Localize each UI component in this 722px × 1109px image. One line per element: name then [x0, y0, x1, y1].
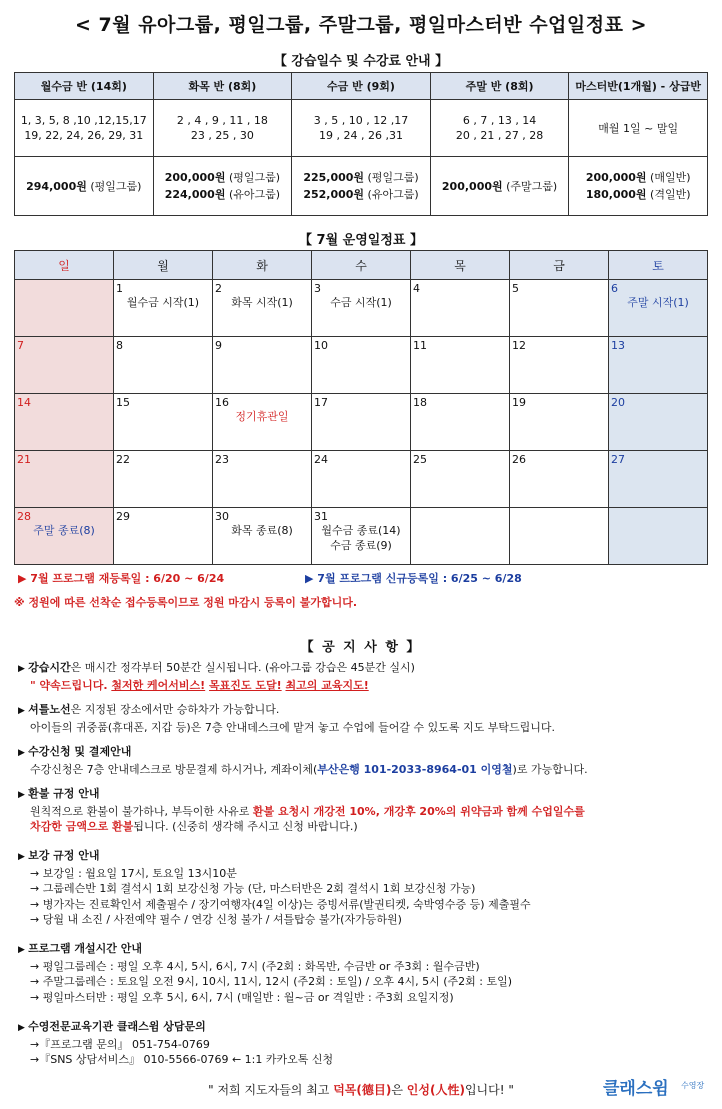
weekday-header: 월 — [114, 251, 213, 280]
fee-price-line — [156, 186, 290, 203]
day-number: 3 — [314, 282, 321, 295]
notice-payment — [18, 744, 708, 777]
fee-date-line: 매월 1일 ~ 말일 — [598, 121, 679, 135]
calendar-day — [114, 508, 213, 565]
calendar-day — [312, 337, 411, 394]
fee-group-note: (평일그룹) — [86, 179, 142, 193]
new-registration-dates: 6/25 ~ 6/28 — [450, 572, 522, 585]
fee-price-line — [17, 178, 151, 195]
fee-date-line: 20 , 21 , 27 , 28 — [455, 129, 544, 142]
calendar-day — [15, 280, 114, 337]
calendar-day — [510, 337, 609, 394]
notice-heading: ▶ 수영전문교육기관 클래스윔 상담문의 — [18, 1019, 708, 1037]
fee-group-note: (평일그룹) — [364, 171, 419, 184]
day-number: 20 — [611, 396, 625, 409]
day-number: 8 — [116, 339, 123, 352]
notice-shuttle — [18, 702, 708, 735]
fee-price-cell — [430, 157, 569, 216]
weekday-header: 금 — [510, 251, 609, 280]
character-highlight: 인성(人性) — [406, 1083, 465, 1097]
day-number: 15 — [116, 396, 130, 409]
calendar-day — [411, 280, 510, 337]
calendar-day — [609, 508, 708, 565]
fee-dates-cell — [292, 100, 431, 157]
fee-header: 화목 반 (8회) — [153, 73, 292, 100]
notice-contact — [18, 1019, 708, 1068]
calendar-day — [609, 337, 708, 394]
calendar-day — [15, 337, 114, 394]
calendar-day — [15, 451, 114, 508]
calendar-day — [312, 394, 411, 451]
calendar-day — [15, 394, 114, 451]
notice-title: 【 공 지 사 항 】 — [300, 640, 422, 655]
text-part: " 저희 지도자들의 최고 — [208, 1083, 334, 1097]
slogan-part: " 약속드립니다. — [30, 678, 112, 692]
fee-table — [14, 72, 708, 216]
calendar-day — [312, 508, 411, 565]
calendar-day — [15, 508, 114, 565]
day-number: 30 — [215, 510, 229, 523]
calendar-day — [213, 508, 312, 565]
re-registration-label: ▶ 7월 프로그램 재등록일 : — [18, 572, 154, 585]
fee-group-note: (주말그룹) — [502, 179, 558, 193]
fee-dates-cell — [15, 100, 154, 157]
notice-line: → 보강일 : 월요일 17시, 토요일 13시10분 — [30, 866, 237, 880]
calendar-day — [609, 451, 708, 508]
day-number: 4 — [413, 282, 420, 295]
fee-amount: 180,000원 — [585, 188, 647, 201]
fee-price-line — [294, 169, 428, 186]
fee-price-cell — [153, 157, 292, 216]
day-number: 27 — [611, 453, 625, 466]
calendar-day — [411, 508, 510, 565]
fee-amount: 200,000원 — [164, 171, 226, 184]
text-part: 은 — [391, 1083, 407, 1097]
notice-makeup — [18, 848, 708, 928]
calendar-week — [15, 394, 708, 451]
re-registration — [18, 570, 224, 586]
calendar — [14, 250, 708, 565]
calendar-day — [114, 280, 213, 337]
fee-group-note: (유아그룹) — [364, 188, 419, 201]
text-part: 됩니다. (신중히 생각해 주시고 신청 바랍니다.) — [133, 820, 358, 833]
day-number: 14 — [17, 396, 31, 409]
notice-line: → 평일마스터반 : 평일 오후 5시, 6시, 7시 (매일반 : 월~금 or 격일반 : 주3회 요일지정) — [30, 990, 454, 1004]
calendar-event: 월수금 종료(14) — [321, 524, 401, 537]
day-number: 29 — [116, 510, 130, 523]
notice-text — [18, 819, 708, 835]
fee-price-line — [571, 169, 705, 186]
notice-line: →『프로그램 문의』 051-754-0769 — [30, 1037, 210, 1051]
fee-date-line: 1, 3, 5, 8 ,10 ,12,15,17 — [20, 114, 147, 127]
notice-line: → 평일그룹레슨 : 평일 오후 4시, 5시, 6시, 7시 (주2회 : 화목반, 수금반 or 주3회 : 월수금반) — [30, 959, 480, 973]
calendar-week — [15, 337, 708, 394]
fee-section-title: 【 강습일수 및 수강료 안내 】 — [273, 54, 449, 69]
calendar-event: 화목 시작(1) — [231, 296, 293, 309]
calendar-day — [114, 394, 213, 451]
notice-line: → 주말그룹레슨 : 토요일 오전 9시, 10시, 11시, 12시 (주2회 : 토일) / 오후 4시, 5시 (주2회 : 토일) — [30, 975, 513, 988]
calendar-event: 주말 종료(8) — [33, 524, 95, 537]
slogan — [18, 678, 708, 694]
day-number: 24 — [314, 453, 328, 466]
fee-header: 수금 반 (9회) — [292, 73, 431, 100]
new-registration — [305, 570, 522, 586]
new-registration-label: ▶ 7월 프로그램 신규등록일 : — [305, 572, 451, 585]
notice-heading: ▶ 보강 규정 안내 — [18, 848, 708, 866]
calendar-day — [510, 508, 609, 565]
fee-amount: 225,000원 — [303, 171, 365, 184]
slogan-part: 철저한 케어서비스! — [111, 678, 206, 692]
calendar-day — [312, 451, 411, 508]
notice-line: → 병가자는 진료확인서 제출필수 / 장기여행자(4일 이상)는 증빙서류(발권티켓, 숙박영수증 등) 제출필수 — [30, 897, 531, 911]
calendar-day — [213, 451, 312, 508]
fee-amount: 252,000원 — [303, 188, 365, 201]
fee-group-note: (유아그룹) — [225, 188, 281, 201]
weekday-header: 일 — [15, 251, 114, 280]
brand-logo — [603, 1074, 711, 1104]
calendar-event: 정기휴관일 — [235, 410, 289, 423]
notice-line: →『SNS 상담서비스』 010-5566-0769 ← 1:1 카카오톡 신청 — [30, 1053, 334, 1066]
notice-heading: ▶ 셔틀노선 — [18, 703, 71, 716]
fee-header: 마스터반(1개월) - 상급반 — [569, 73, 708, 100]
calendar-day — [411, 337, 510, 394]
day-number: 25 — [413, 453, 427, 466]
day-number: 19 — [512, 396, 526, 409]
calendar-event: 월수금 시작(1) — [126, 296, 200, 309]
fee-date-line: 6 , 7 , 13 , 14 — [462, 114, 537, 127]
day-number: 18 — [413, 396, 427, 409]
calendar-day — [510, 394, 609, 451]
day-number: 31 — [314, 510, 328, 523]
text-part: 원칙적으로 환불이 불가하나, 부득이한 사유로 — [30, 804, 253, 818]
fee-dates-cell — [569, 100, 708, 157]
day-number: 22 — [116, 453, 130, 466]
day-number: 10 — [314, 339, 328, 352]
notice-heading: ▶ 강습시간 — [18, 661, 71, 674]
calendar-event: 수금 시작(1) — [330, 296, 392, 309]
calendar-event: 화목 종료(8) — [231, 524, 293, 537]
fee-amount: 200,000원 — [585, 171, 647, 184]
fee-header: 월수금 반 (14회) — [15, 73, 154, 100]
day-number: 11 — [413, 339, 427, 352]
fee-date-line: 3 , 5 , 10 , 12 ,17 — [313, 114, 409, 127]
refund-penalty: 차감한 금액으로 환불 — [30, 820, 134, 833]
notice-text: 은 지정된 장소에서만 승하차가 가능합니다. — [70, 703, 280, 716]
slogan-part: 최고의 교육지도! — [285, 678, 369, 692]
notice-line: → 당월 내 소진 / 사전예약 필수 / 연강 신청 불가 / 셔틀탑승 불가(자가등하원) — [30, 913, 402, 926]
refund-penalty: 환불 요청시 개강전 10%, 개강후 20%의 위약금과 함께 수업일수를 — [252, 804, 585, 818]
fee-price-cell — [15, 157, 154, 216]
notice-refund — [18, 786, 708, 835]
day-number: 7 — [17, 339, 24, 352]
fee-dates-cell — [153, 100, 292, 157]
calendar-day — [510, 280, 609, 337]
day-number: 23 — [215, 453, 229, 466]
day-number: 1 — [116, 282, 123, 295]
calendar-day — [510, 451, 609, 508]
calendar-day — [213, 337, 312, 394]
calendar-week — [15, 451, 708, 508]
day-number: 17 — [314, 396, 328, 409]
day-number: 13 — [611, 339, 625, 352]
fee-date-line: 19 , 24 , 26 ,31 — [319, 129, 403, 142]
calendar-day — [609, 280, 708, 337]
weekday-header: 수 — [312, 251, 411, 280]
capacity-warning: ※ 정원에 따른 선착순 접수등록이므로 정원 마감시 등록이 불가합니다. — [14, 596, 358, 609]
calendar-event: 수금 종료(9) — [330, 539, 392, 552]
weekday-header: 목 — [411, 251, 510, 280]
calendar-week — [15, 280, 708, 337]
fee-group-note: (격일반) — [646, 188, 691, 201]
calendar-day — [312, 280, 411, 337]
calendar-event: 주말 시작(1) — [627, 296, 689, 309]
re-registration-dates: 6/20 ~ 6/24 — [153, 572, 225, 585]
slogan-part: 목표진도 도달! — [209, 678, 282, 692]
fee-group-note: (평일그룹) — [225, 171, 281, 184]
calendar-title: 【 7월 운영일정표 】 — [299, 233, 423, 248]
notice-heading: ▶ 프로그램 개설시간 안내 — [18, 941, 708, 959]
fee-price-line — [294, 186, 428, 203]
notice-heading: ▶ 환불 규정 안내 — [18, 786, 708, 804]
day-number: 21 — [17, 453, 31, 466]
fee-amount: 224,000원 — [164, 188, 226, 201]
day-number: 6 — [611, 282, 618, 295]
day-number: 16 — [215, 396, 229, 409]
fee-date-line: 19, 22, 24, 26, 29, 31 — [24, 129, 144, 142]
notice-text — [18, 804, 708, 820]
fee-dates-cell — [430, 100, 569, 157]
fee-price-cell — [569, 157, 708, 216]
day-number: 2 — [215, 282, 222, 295]
day-number: 9 — [215, 339, 222, 352]
page-title: < 7월 유아그룹, 평일그룹, 주말그룹, 평일마스터반 수업일정표 > — [74, 14, 647, 36]
day-number: 26 — [512, 453, 526, 466]
calendar-day — [609, 394, 708, 451]
calendar-day — [411, 394, 510, 451]
notice-text: 은 매시간 정각부터 50분간 실시됩니다. (유아그룹 강습은 45분간 실시) — [70, 661, 415, 674]
day-number: 5 — [512, 282, 519, 295]
notice-schedule — [18, 941, 708, 1005]
text-part: 수강신청은 7층 안내데스크로 방문결제 하시거나, 계좌이체( — [30, 762, 318, 776]
notice-heading: ▶ 수강신청 및 결제안내 — [18, 744, 708, 762]
fee-amount: 200,000원 — [441, 179, 503, 193]
logo-subtext: 수영장 — [681, 1081, 705, 1090]
fee-date-line: 2 , 4 , 9 , 11 , 18 — [176, 114, 268, 127]
calendar-week — [15, 508, 708, 565]
fee-price-cell — [292, 157, 431, 216]
notice-text: 아이들의 귀중품(휴대폰, 지갑 등)은 7층 안내데스크에 맡겨 놓고 수업에 들어갈 수 있도록 지도 부탁드립니다. — [30, 720, 555, 734]
logo-text: 클래스윔 — [603, 1079, 669, 1099]
bank-account: 부산은행 101-2033-8964-01 이영철 — [317, 762, 513, 776]
calendar-day — [213, 394, 312, 451]
day-number: 12 — [512, 339, 526, 352]
calendar-day — [114, 337, 213, 394]
fee-amount: 294,000원 — [26, 179, 87, 193]
virtue-highlight: 덕목(德目) — [333, 1083, 392, 1097]
day-number: 28 — [17, 510, 31, 523]
calendar-day — [114, 451, 213, 508]
notice-lesson-time — [18, 660, 708, 693]
notice-text — [18, 762, 708, 778]
notice-line: → 그룹레슨반 1회 결석시 1회 보강신청 가능 (단, 마스터반은 2회 결석시 1회 보강신청 가능) — [30, 882, 476, 895]
weekday-header: 화 — [213, 251, 312, 280]
fee-header: 주말 반 (8회) — [430, 73, 569, 100]
text-part: )로 가능합니다. — [512, 762, 588, 776]
fee-price-line — [156, 169, 290, 186]
fee-price-line — [571, 186, 705, 203]
calendar-day — [411, 451, 510, 508]
fee-date-line: 23 , 25 , 30 — [190, 129, 254, 142]
weekday-header: 토 — [609, 251, 708, 280]
fee-group-note: (매일반) — [646, 171, 691, 184]
calendar-day — [213, 280, 312, 337]
fee-price-line — [433, 178, 567, 195]
text-part: 입니다! " — [464, 1083, 514, 1097]
